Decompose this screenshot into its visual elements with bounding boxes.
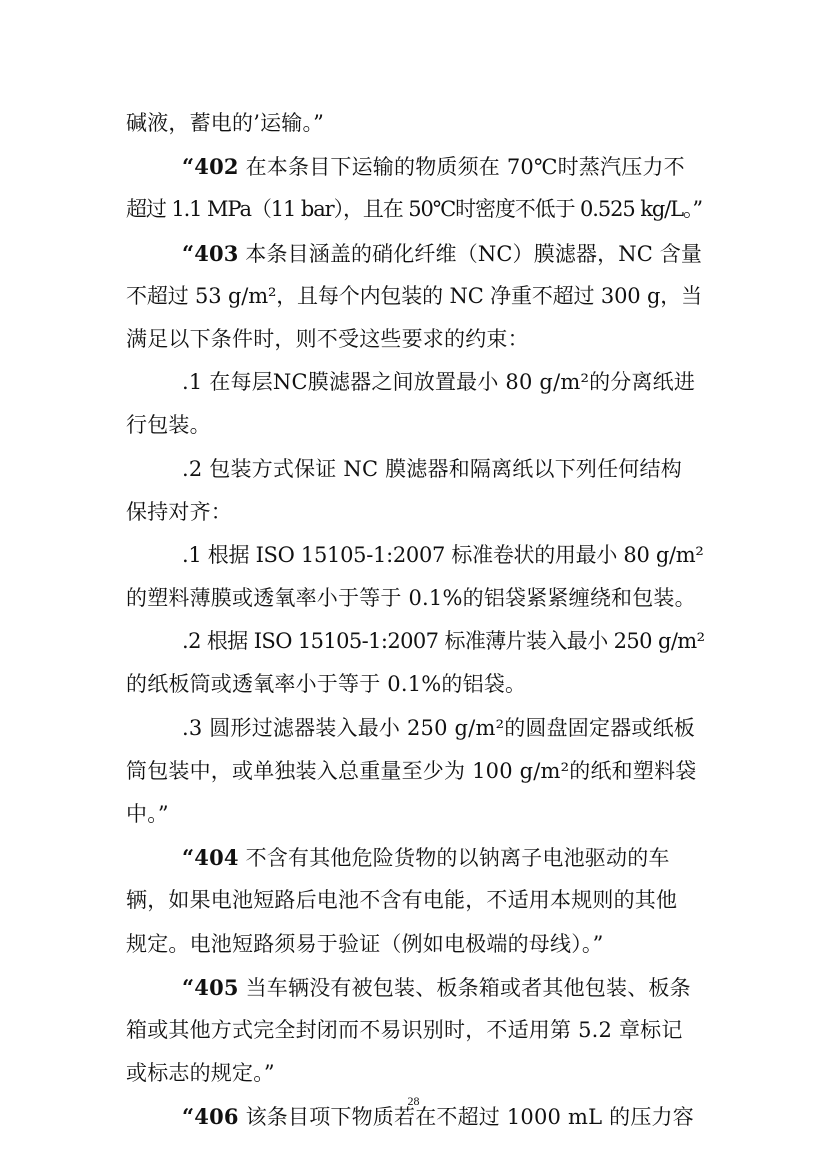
text-line-4: “403 本条目涵盖的硝化纤维（NC）膜滤器，NC 含量	[182, 240, 703, 266]
text-line-19: 辆，如果电池短路后电池不含有电能，不适用本规则的其他	[126, 888, 678, 913]
text-line-9: .2 包装方式保证 NC 膜滤器和隔离纸以下列任何结构	[182, 456, 682, 481]
text-line-11: .1 根据 ISO 15105-1:2007 标准卷状的用最小 80 g/m²	[182, 542, 704, 567]
text-line-7: .1 在每层NC膜滤器之间放置最小 80 g/m²的分离纸进	[182, 370, 696, 395]
text-line-15: .3 圆形过滤器装入最小 250 g/m²的圆盘固定器或纸板	[182, 715, 695, 740]
text-line-13: .2 根据 ISO 15105-1:2007 标准薄片装入最小 250 g/m²	[182, 629, 705, 654]
text-line-5: 不超过 53 g/m²，且每个内包装的 NC 净重不超过 300 g，当	[126, 283, 702, 308]
text-line-14: 的纸板筒或透氧率小于等于 0.1%的铝袋。	[126, 672, 527, 697]
text-line-17: 中。”	[126, 802, 169, 826]
page-number: 28	[407, 1094, 420, 1108]
text-line-21: “405 当车辆没有被包装、板条箱或者其他包装、板条	[182, 974, 691, 1000]
text-line-23: 或标志的规定。”	[126, 1061, 275, 1086]
text-line-8: 行包装。	[126, 413, 211, 438]
text-line-6: 满足以下条件时，则不受这些要求的约束：	[126, 326, 529, 351]
text-line-10: 保持对齐：	[126, 499, 232, 524]
document-body	[126, 102, 705, 1139]
text-line-20: 规定。电池短路须易于验证（例如电极端的母线）。”	[126, 931, 604, 956]
text-line-22: 箱或其他方式完全封闭而不易识别时，不适用第 5.2 章标记	[126, 1017, 683, 1042]
text-line-16: 筒包装中，或单独装入总重量至少为 100 g/m²的纸和塑料袋	[126, 758, 697, 783]
text-line-2: “402 在本条目下运输的物质须在 70℃时蒸汽压力不	[182, 154, 685, 180]
text-line-3: 超过 1.1 MPa（11 bar），且在 50℃时密度不低于 0.525 kg/L。”	[126, 197, 702, 222]
text-line-1: 碱液，蓄电的’运输。”	[126, 111, 325, 135]
text-line-18: “404 不含有其他危险货物的以钠离子电池驱动的车	[182, 845, 670, 871]
text-line-24: “406 该条目项下物质若在不超过 1000 mL 的压力容	[182, 1104, 694, 1130]
text-line-12: 的塑料薄膜或透氧率小于等于 0.1%的铝袋紧紧缠绕和包装。	[126, 586, 696, 611]
